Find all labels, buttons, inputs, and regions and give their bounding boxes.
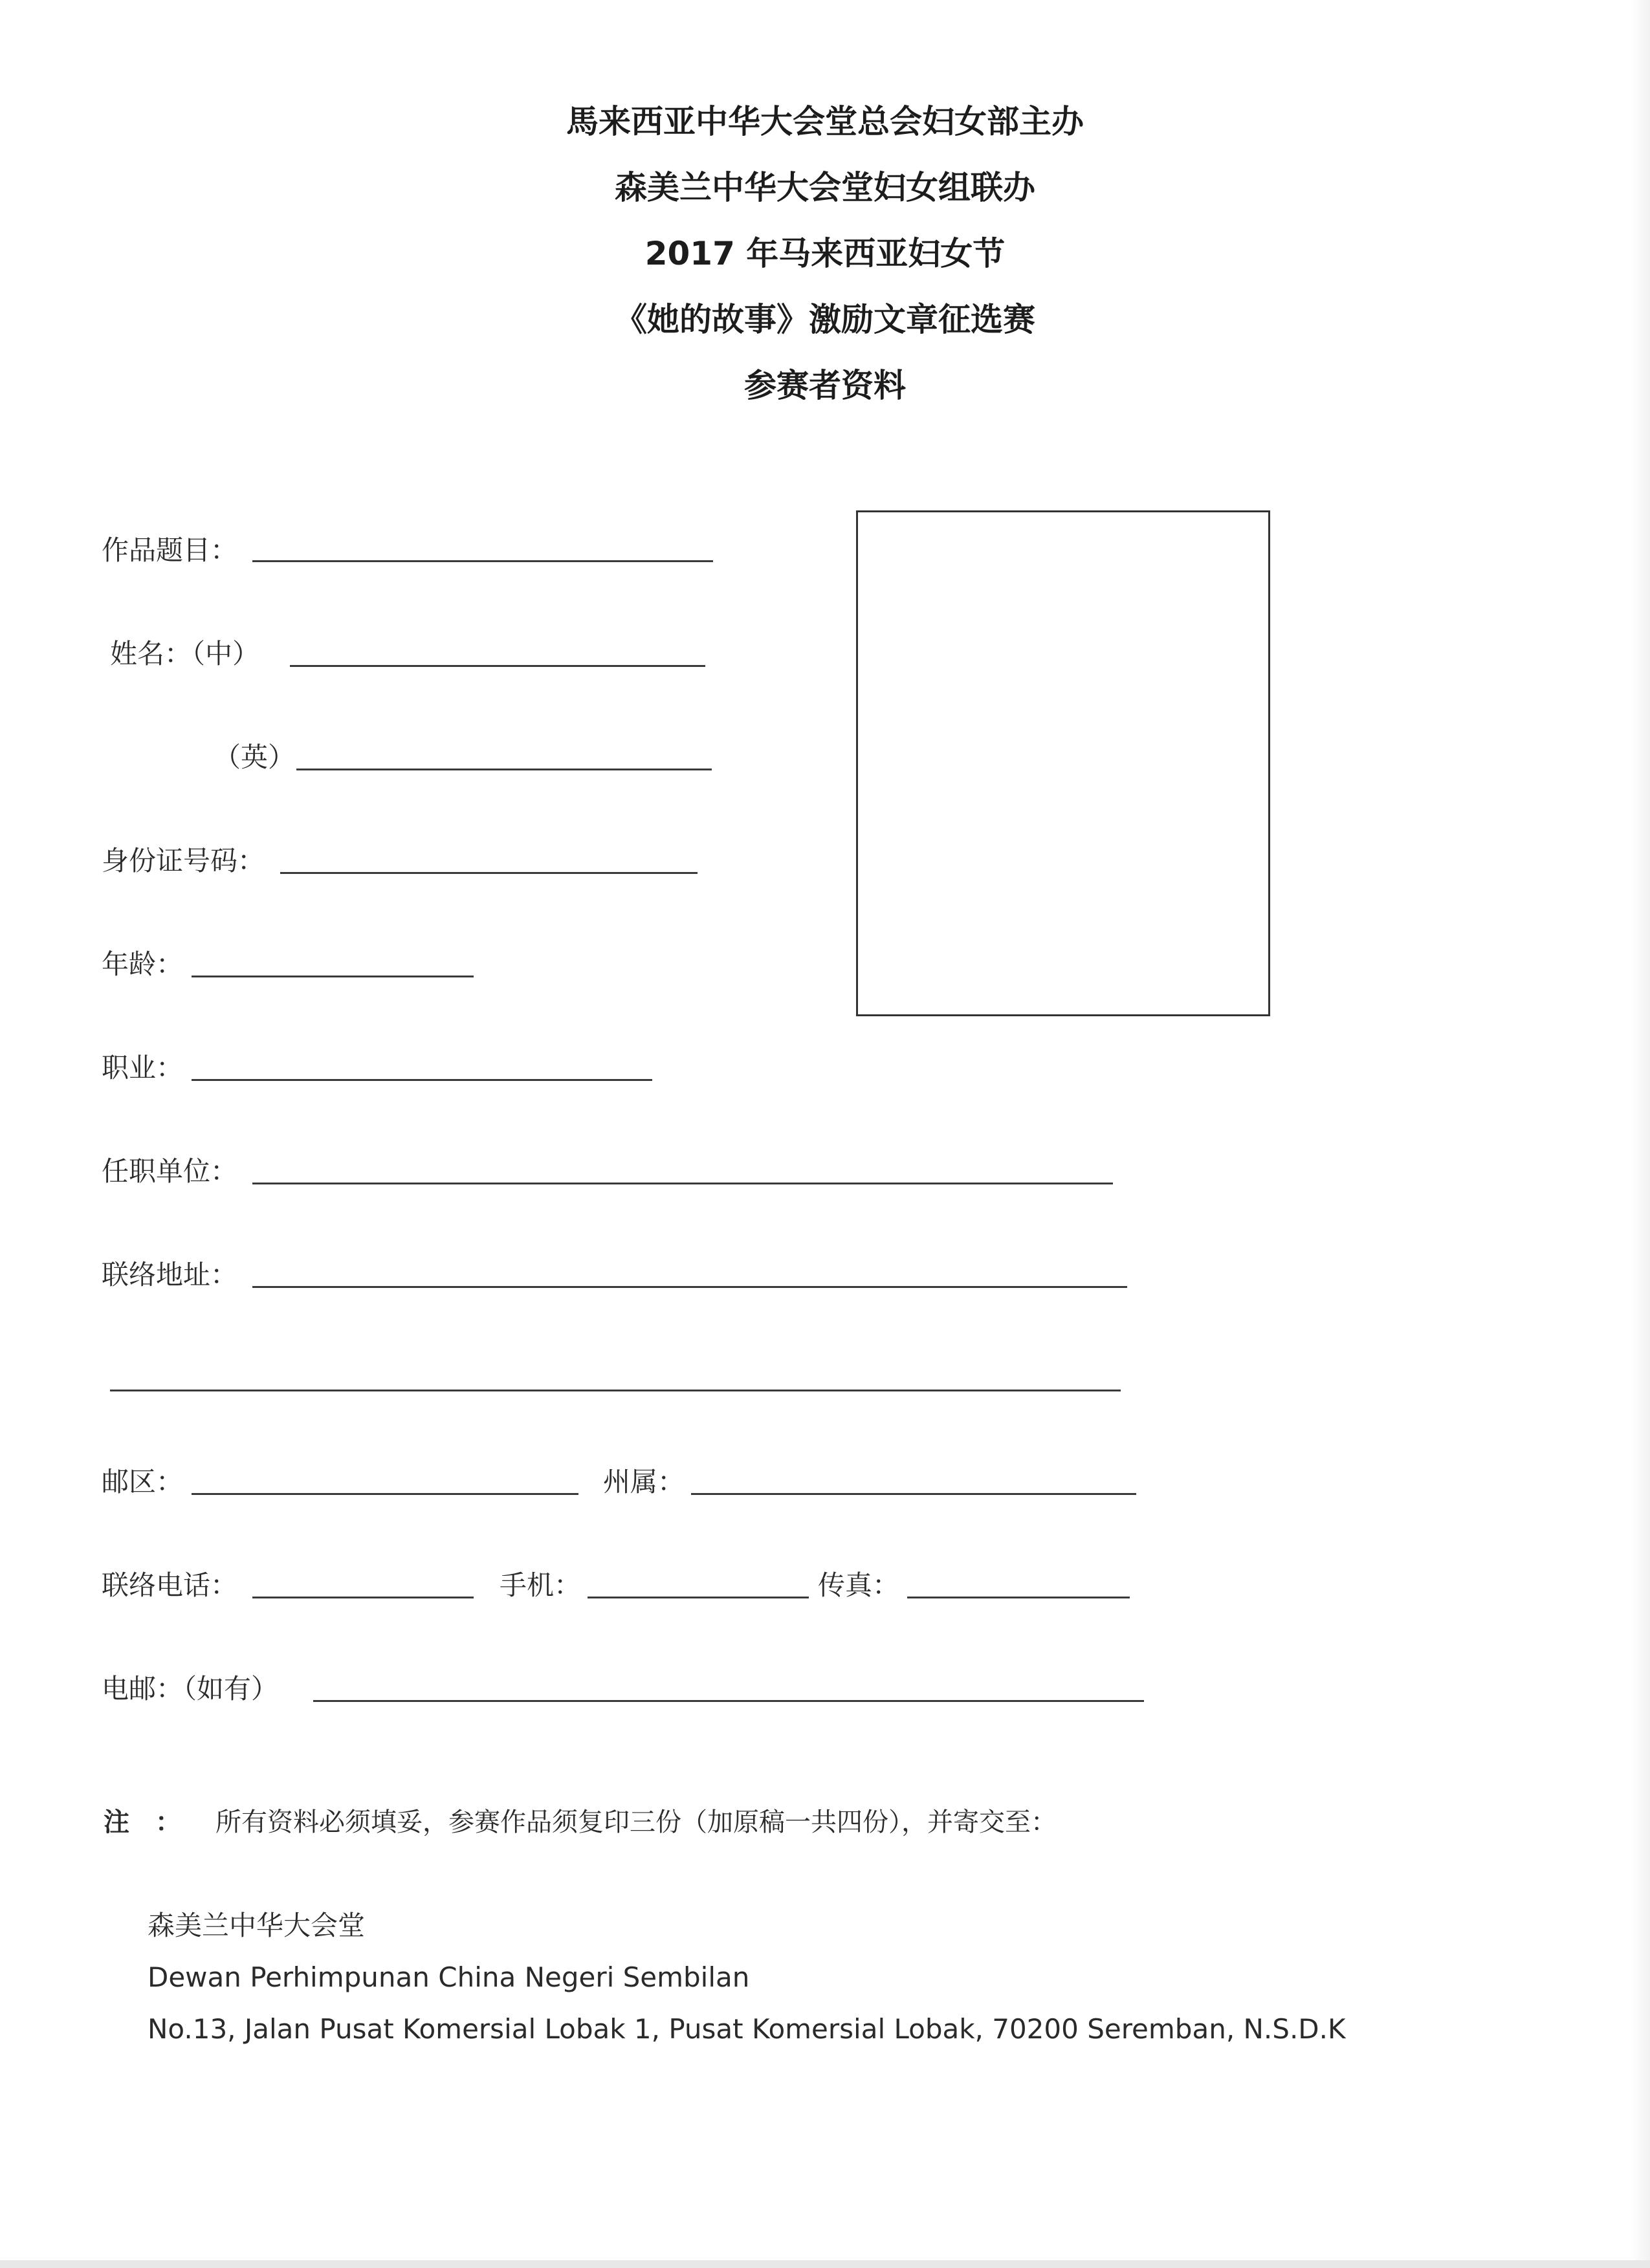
header-organizer: 馬来西亚中华大会堂总会妇女部主办: [566, 103, 1084, 140]
address-field-2[interactable]: [110, 1390, 1121, 1391]
scan-edge-bottom: [0, 2260, 1650, 2268]
title-label: 作品题目：: [102, 534, 238, 566]
name-english-field[interactable]: [296, 769, 712, 770]
name-chinese-field[interactable]: [290, 665, 705, 667]
address-field-1[interactable]: [252, 1286, 1127, 1288]
occupation-field[interactable]: [192, 1079, 652, 1081]
photo-box: [856, 510, 1270, 1016]
occupation-label: 职业：: [102, 1052, 184, 1084]
header-co-organizer: 森美兰中华大会堂妇女组联办: [615, 169, 1035, 206]
note-text: 所有资料必须填妥，参赛作品须复印三份（加原稿一共四份），并寄交至：: [215, 1807, 1057, 1837]
ic-number-label: 身份证号码：: [102, 845, 265, 877]
employer-label: 任职单位：: [102, 1155, 238, 1187]
name-chinese-label: 姓名：（中）: [110, 638, 260, 670]
ic-number-field[interactable]: [280, 872, 698, 874]
phone-field[interactable]: [252, 1597, 474, 1598]
title-field[interactable]: [252, 560, 713, 562]
age-field[interactable]: [192, 976, 474, 977]
postcode-label: 邮区：: [102, 1466, 184, 1498]
name-english-label: （英）: [214, 741, 296, 773]
mobile-field[interactable]: [588, 1597, 809, 1598]
header-event: 2017 年马来西亚妇女节: [644, 235, 1006, 272]
fax-field[interactable]: [907, 1597, 1130, 1598]
address-street: No.13, Jalan Pusat Komersial Lobak 1, Pusat Komersial Lobak, 70200 Seremban, N.S.D.K: [148, 2013, 1346, 2045]
email-field[interactable]: [313, 1700, 1144, 1702]
state-label: 州属：: [603, 1466, 685, 1498]
address-chinese-name: 森美兰中华大会堂: [148, 1910, 366, 1941]
fax-label: 传真：: [818, 1569, 900, 1601]
postcode-field[interactable]: [192, 1493, 578, 1495]
state-field[interactable]: [691, 1493, 1136, 1495]
note-label: 注 ：: [104, 1807, 181, 1837]
email-label: 电邮：（如有）: [102, 1673, 279, 1705]
age-label: 年龄：: [102, 948, 184, 980]
employer-field[interactable]: [252, 1183, 1113, 1184]
address-malay-name: Dewan Perhimpunan China Negeri Sembilan: [148, 1961, 750, 1993]
scan-edge: [1631, 0, 1650, 2268]
phone-label: 联络电话：: [102, 1569, 238, 1601]
address-label: 联络地址：: [102, 1259, 238, 1291]
mobile-label: 手机：: [500, 1569, 582, 1601]
header-competition: 《她的故事》激励文章征选赛: [615, 301, 1035, 338]
header-form-title: 参赛者资料: [744, 367, 906, 404]
